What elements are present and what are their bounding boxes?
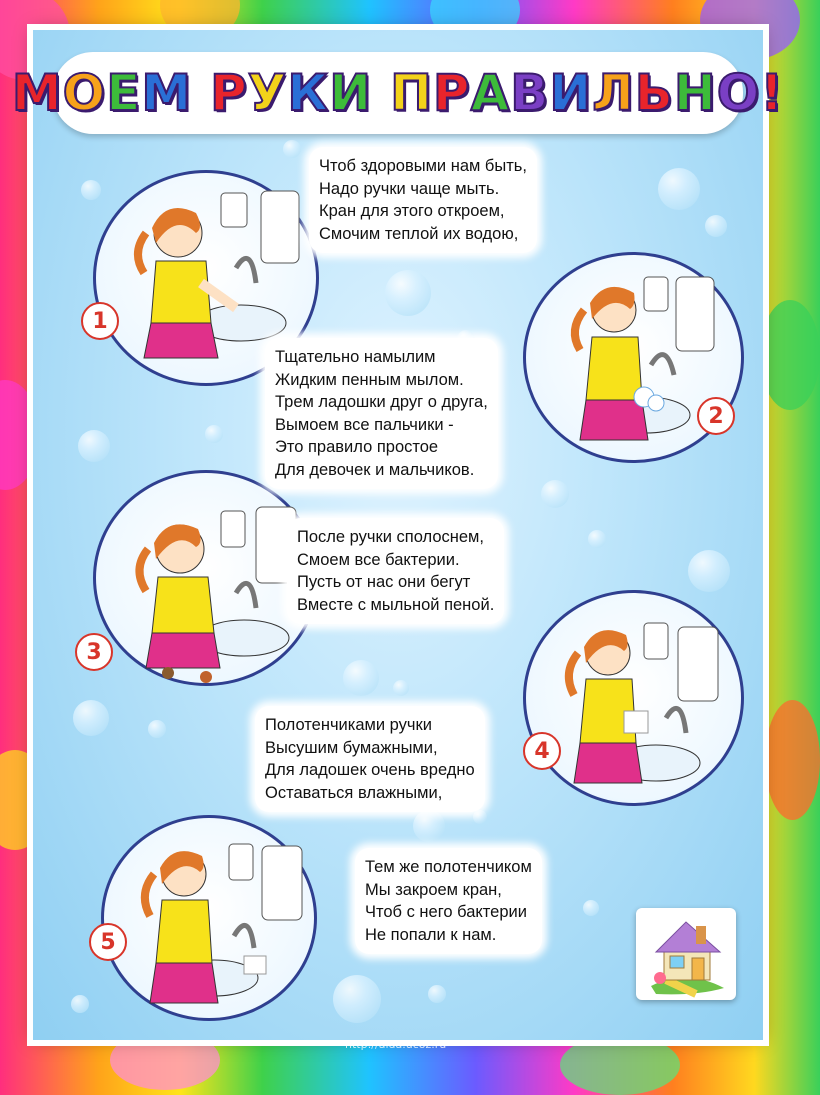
towel-dispenser-icon bbox=[262, 846, 302, 920]
bubble bbox=[283, 140, 301, 158]
towel-dispenser-icon bbox=[678, 627, 718, 701]
title-letter: А bbox=[470, 64, 511, 122]
germ-icon bbox=[200, 671, 212, 683]
bubble bbox=[428, 985, 446, 1003]
step-illustration bbox=[93, 470, 319, 686]
bubble bbox=[73, 700, 109, 736]
verse-line: Это правило простое bbox=[275, 438, 439, 456]
title-letter bbox=[372, 64, 390, 122]
towel-dispenser-icon bbox=[676, 277, 714, 351]
verse-line: Полотенчиками ручки bbox=[265, 716, 432, 734]
verse-line: Трем ладошки друг о друга, bbox=[275, 393, 488, 411]
soap-dispenser-icon bbox=[644, 277, 668, 311]
verse-line: Тщательно намылим bbox=[275, 348, 436, 366]
step-illustration bbox=[101, 815, 317, 1021]
title-letter bbox=[192, 64, 210, 122]
paper-towel-icon bbox=[624, 711, 648, 733]
verse-line: Кран для этого откроем, bbox=[319, 202, 505, 220]
verse-line: Жидким пенным мылом. bbox=[275, 370, 464, 389]
soap-dispenser-icon bbox=[644, 623, 668, 659]
frame-decoration bbox=[760, 300, 820, 410]
verse-1 bbox=[309, 147, 537, 253]
soap-dispenser-icon bbox=[221, 193, 247, 227]
frame-decoration bbox=[765, 700, 820, 820]
verse-line: Чтоб здоровыми нам быть, bbox=[319, 157, 527, 175]
verse-line: Надо ручки чаще мыть. bbox=[319, 179, 500, 198]
step-number-badge: 5 bbox=[89, 923, 127, 961]
title-letter: И bbox=[329, 64, 373, 122]
verse-line: Вымоем все пальчики - bbox=[275, 415, 454, 434]
title-letter: У bbox=[247, 64, 288, 122]
verse-line: Оставаться влажными, bbox=[265, 783, 443, 802]
verse-line: Для девочек и мальчиков. bbox=[275, 460, 475, 479]
title-letter: К bbox=[287, 64, 330, 122]
bubble bbox=[588, 530, 606, 548]
bubble bbox=[205, 425, 223, 443]
verse-3 bbox=[287, 518, 504, 624]
girl-rinsing-hands-illustration bbox=[96, 473, 316, 683]
bubble bbox=[393, 680, 409, 696]
verse-line: Смочим теплой их водою, bbox=[319, 224, 519, 243]
poster-title bbox=[11, 52, 785, 134]
poster bbox=[11, 30, 785, 1040]
title-letter: Л bbox=[592, 64, 635, 122]
girl-drying-hands-illustration bbox=[526, 593, 741, 803]
step-number-badge: 1 bbox=[81, 302, 119, 340]
bubble bbox=[343, 660, 379, 696]
verse-4 bbox=[255, 706, 485, 812]
bubble bbox=[385, 270, 431, 316]
bubble bbox=[78, 430, 110, 462]
step-number-badge: 2 bbox=[697, 397, 735, 435]
title-letter: Р bbox=[210, 64, 248, 122]
bubble bbox=[148, 720, 166, 738]
title-letter: Ь bbox=[634, 64, 674, 122]
bubble bbox=[583, 900, 599, 916]
bubble bbox=[413, 810, 445, 842]
verse-line: Мы закроем кран, bbox=[365, 880, 502, 899]
step-illustration bbox=[523, 590, 744, 806]
title-letter: М bbox=[141, 64, 193, 122]
title-letter: Е bbox=[106, 64, 142, 122]
title-letter: О bbox=[716, 64, 761, 122]
step-number-badge: 4 bbox=[523, 732, 561, 770]
title-letter: М bbox=[11, 64, 63, 122]
title-letter: Н bbox=[673, 64, 717, 122]
verse-line: После ручки сполоснем, bbox=[297, 528, 484, 546]
title-letter: ! bbox=[760, 64, 785, 122]
step-number-badge: 3 bbox=[75, 633, 113, 671]
soap-dispenser-icon bbox=[221, 511, 245, 547]
bubble bbox=[541, 480, 569, 508]
verse-line: Не попали к нам. bbox=[365, 925, 497, 944]
bubble bbox=[71, 995, 89, 1013]
bubble bbox=[473, 810, 487, 824]
verse-line: Чтоб с него бактерии bbox=[365, 903, 527, 921]
frame-decoration bbox=[560, 1035, 680, 1095]
verse-line: Тем же полотенчиком bbox=[365, 858, 532, 876]
house-icon bbox=[636, 908, 736, 1000]
verse-line: Для ладошек очень вредно bbox=[265, 761, 475, 779]
title-letter: П bbox=[390, 64, 433, 122]
verse-line: Вместе с мыльной пеной. bbox=[297, 595, 495, 614]
title-letter: И bbox=[549, 64, 593, 122]
germ-icon bbox=[162, 667, 174, 679]
watermark: http://aida.ucoz.ru bbox=[345, 1038, 447, 1051]
title-letter: О bbox=[62, 64, 107, 122]
girl-closing-tap-illustration bbox=[104, 818, 314, 1018]
bubble bbox=[688, 550, 730, 592]
bubble bbox=[705, 215, 727, 237]
verse-line: Высушим бумажными, bbox=[265, 738, 438, 757]
verse-2 bbox=[265, 338, 498, 489]
title-letter: В bbox=[510, 64, 550, 122]
bubble bbox=[658, 168, 700, 210]
towel-dispenser-icon bbox=[261, 191, 299, 263]
title-letter: Р bbox=[432, 64, 471, 122]
bubble bbox=[333, 975, 381, 1023]
verse-5 bbox=[355, 848, 542, 954]
paper-towel-icon bbox=[244, 956, 266, 974]
home-button[interactable] bbox=[636, 908, 736, 1000]
verse-line: Пусть от нас они бегут bbox=[297, 573, 471, 591]
soap-dispenser-icon bbox=[229, 844, 253, 880]
verse-line: Смоем все бактерии. bbox=[297, 550, 460, 569]
